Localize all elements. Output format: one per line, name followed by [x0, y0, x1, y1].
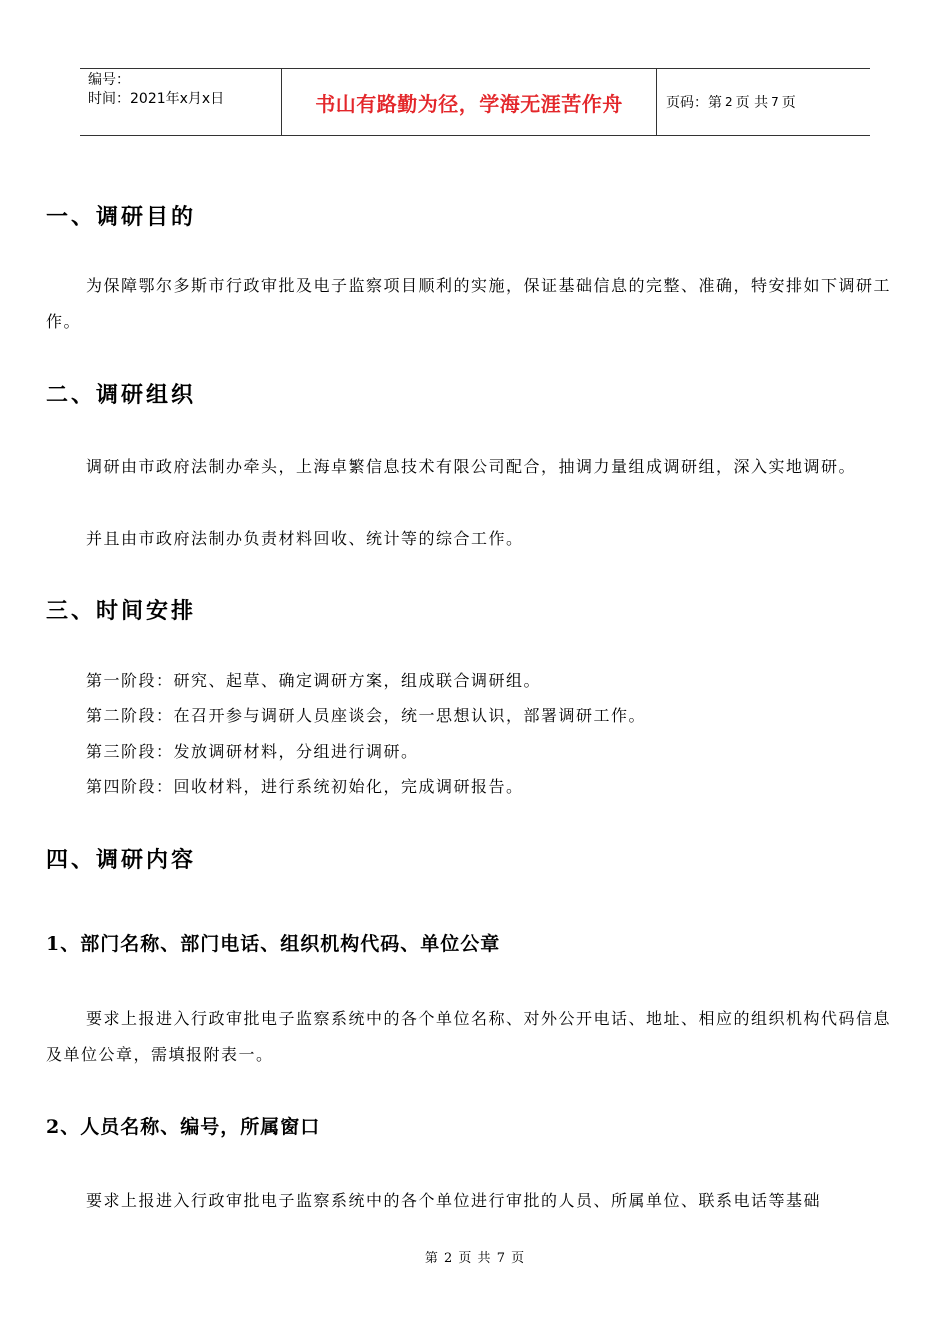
section-2-title: 二、调研组织	[46, 382, 197, 408]
page-total: 7	[771, 95, 779, 109]
subsection-1-paragraph: 要求上报进入行政审批电子监察系统中的各个单位名称、对外公开电话、地址、相应的组织机构代码信息及单位公章，需填报附表一。	[46, 1009, 892, 1064]
section-2-paragraph-1: 调研由市政府法制办牵头，上海卓繁信息技术有限公司配合，抽调力量组成调研组，深入实地调研。	[86, 457, 857, 476]
schedule-item-1: 第一阶段：研究、起草、确定调研方案，组成联合调研组。	[86, 671, 542, 690]
page-footer: 第 2 页 共 7 页	[424, 1251, 526, 1266]
page-header	[80, 68, 870, 136]
schedule-item-4: 第四阶段：回收材料，进行系统初始化，完成调研报告。	[86, 777, 524, 796]
page-suffix: 页	[781, 95, 796, 111]
page-mid: 页 共	[735, 95, 769, 111]
section-1-title: 一、调研目的	[46, 204, 197, 230]
section-4-title: 四、调研内容	[46, 847, 197, 873]
section-2-paragraph-2: 并且由市政府法制办负责材料回收、统计等的综合工作。	[86, 529, 524, 548]
header-number-label: 编号：	[88, 72, 130, 88]
header-time-label: 时间：2021年x月x日	[88, 91, 225, 107]
page-current: 2	[725, 95, 733, 109]
schedule-item-3: 第三阶段：发放调研材料，分组进行调研。	[86, 742, 419, 761]
page-prefix: 页码：第	[666, 95, 722, 111]
header-motto: 书山有路勤为径，学海无涯苦作舟	[281, 69, 657, 135]
header-page-info	[657, 69, 870, 135]
subsection-2-title: 2、人员名称、编号，所属窗口	[46, 1116, 321, 1138]
section-1-paragraph: 为保障鄂尔多斯市行政审批及电子监察项目顺利的实施，保证基础信息的完整、准确，特安排如下调研工作。	[46, 276, 892, 331]
subsection-2-paragraph: 要求上报进入行政审批电子监察系统中的各个单位进行审批的人员、所属单位、联系电话等基础	[86, 1191, 822, 1210]
section-3-title: 三、时间安排	[46, 598, 197, 624]
header-meta	[80, 69, 281, 135]
subsection-1-title: 1、部门名称、部门电话、组织机构代码、单位公章	[46, 933, 501, 955]
schedule-item-2: 第二阶段：在召开参与调研人员座谈会，统一思想认识，部署调研工作。	[86, 706, 647, 725]
